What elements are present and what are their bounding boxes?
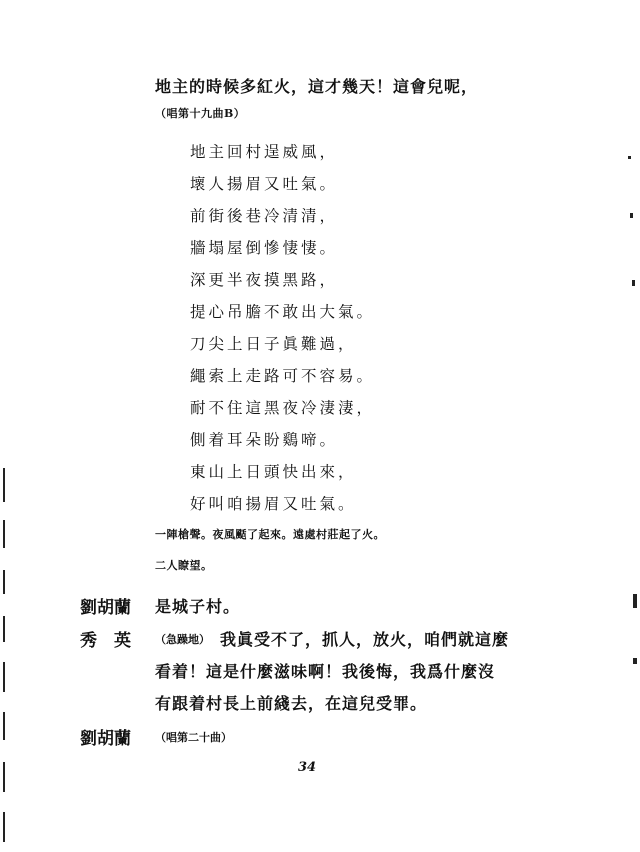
verse-line: 東山上日頭快出來，: [190, 463, 357, 481]
scan-mark: [633, 658, 637, 664]
dialogue-line: 看着！這是什麼滋味啊！我後悔，我爲什麼沒: [155, 662, 496, 681]
dialogue-line: 我眞受不了，抓人，放火，咱們就這麼: [220, 630, 510, 649]
verse-line: 地主回村逞威風，: [190, 143, 339, 161]
scan-mark: [3, 570, 5, 594]
verse-line: 好叫咱揚眉又吐氣。: [190, 495, 357, 513]
verse-line: 壞人揚眉又吐氣。: [190, 175, 339, 193]
verse-line: 側着耳朵盼鷄啼。: [190, 431, 339, 449]
speaker-name: 劉胡蘭: [80, 598, 131, 618]
speaker-name: 秀 英: [80, 631, 131, 651]
verse-line: 耐不住這黑夜冷淒淒，: [190, 399, 376, 417]
verse-line: 繩索上走路可不容易。: [190, 367, 376, 385]
scan-mark: [633, 594, 637, 608]
opening-line: 地主的時候多紅火，這才幾天！這會兒呢，: [155, 77, 479, 96]
acting-note: （急躁地）: [155, 633, 210, 646]
verse-line: 牆塌屋倒慘悽悽。: [190, 239, 339, 257]
scan-mark: [3, 762, 5, 792]
scan-mark: [3, 812, 5, 842]
scan-mark: [3, 662, 5, 692]
scan-mark: [3, 616, 5, 642]
verse-line: 刀尖上日子眞難過，: [190, 335, 357, 353]
verse-line: 深更半夜摸黑路，: [190, 271, 339, 289]
song-direction: （唱第十九曲B）: [155, 107, 246, 120]
verse-line: 提心吊膽不敢出大氣。: [190, 303, 376, 321]
scan-mark: [3, 520, 5, 548]
scan-mark: [632, 280, 635, 286]
stage-direction: 一陣槍聲。夜風颳了起來。遠處村莊起了火。: [155, 528, 385, 541]
scan-mark: [3, 468, 5, 502]
scan-mark: [630, 213, 633, 218]
page-number: 34: [298, 760, 317, 775]
verse-line: 前街後巷冷清清，: [190, 207, 339, 225]
speaker-name: 劉胡蘭: [80, 729, 131, 749]
scan-mark: [628, 156, 631, 159]
dialogue-line: 是城子村。: [155, 597, 241, 616]
stage-direction: 二人瞭望。: [155, 559, 213, 572]
song-direction: （唱第二十曲）: [155, 731, 232, 744]
dialogue-line: 有跟着村長上前綫去，在這兒受罪。: [155, 694, 428, 713]
scan-mark: [3, 712, 5, 740]
